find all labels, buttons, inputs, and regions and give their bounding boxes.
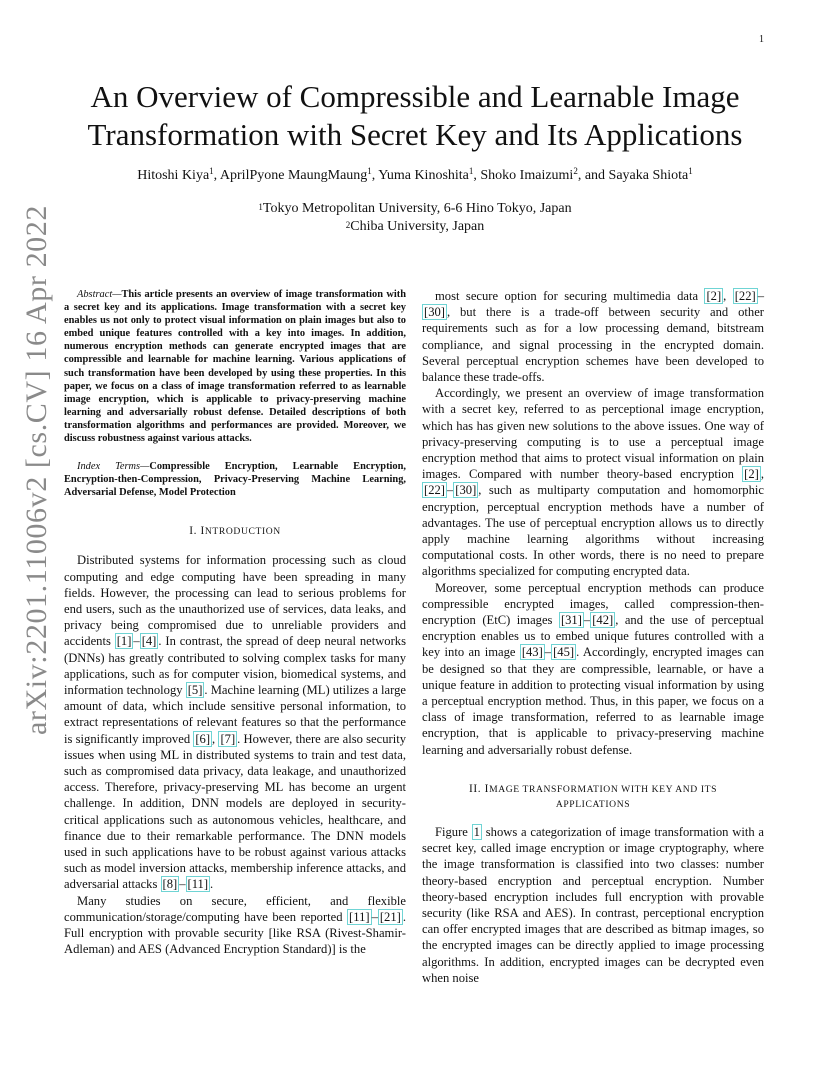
- section-heading-introduction: [64, 524, 406, 539]
- author-list: Hitoshi Kiya$^1$, AprilPyone MaungMaung$^1$, Yuma Kinoshita$^1$, Shoko Imaizumi$^2$, and Sayaka Shiota$^1$: [137, 166, 693, 183]
- section-heading-line: [422, 782, 764, 797]
- affiliation-mark: 1: [258, 202, 263, 212]
- paragraph: Accordingly, we present an overview of image transformation with a secret key, referred to as perceptional image encryption, which has has given new solutions to the above issues. One way of privacy-preserving computing is to use a perceptual image encryption method that aims to protect visual information on plain images. Compared with number theory-based encryption [2] , [22] – [30] , such as multiparty computation and homomorphic encryption, perceptual encryption methods have a number of advantages. The use of perceptual encryption allows us to directly apply machine learning algorithms without increasing computational costs. In other words, there is no need to prepare algorithms specialized for computing encrypted data.: [422, 386, 764, 579]
- title-line: Transformation with Secret Key and Its Applications: [87, 117, 743, 152]
- citation-link[interactable]: [45]: [553, 645, 575, 660]
- citation-link[interactable]: [6]: [195, 731, 211, 746]
- affiliation-mark: 1: [367, 166, 372, 176]
- paragraph: most secure option for securing multimedia data [2] , [22] –[30] , but there is a trade-off between security and other requirements such as for a low processing demand, bitstream compliance, and signal processing in the encrypted domain. Several perceptual encryption schemes have been developed to balance these trade-offs.: [422, 289, 765, 385]
- section-initial: I: [200, 525, 205, 538]
- affiliation-line: [60, 200, 770, 218]
- abstract-label: Abstract: [77, 289, 113, 300]
- citation-link[interactable]: [1]: [116, 634, 132, 649]
- citation-link[interactable]: [42]: [592, 613, 614, 628]
- right-column: [422, 288, 764, 986]
- section2-body: [422, 824, 764, 986]
- section-title-rest: NTRODUCTION: [204, 526, 281, 538]
- citation-link[interactable]: [21]: [379, 909, 401, 924]
- citation-link[interactable]: [11]: [349, 909, 370, 924]
- left-column: [64, 288, 406, 957]
- citation-link[interactable]: [4]: [141, 634, 157, 649]
- paragraph: Moreover, some perceptual encryption methods can produce compressible encrypted images, called compression-then-encryption (EtC) images [31] – [42] , and the use of perceptual encryption enables us to embed unique futures controlled with a key into an image [43] – [45] . Accordingly, encrypted images can be designed so that they are compressible, learnable, or have a unique feature in addition to protecting visual information by using a perceptual encryption method. Thus, in this paper, we focus on a class of image transformation, referred to as learnable image encryption, that is applicable to privacy-preserving machine learning and adversarially robust defense.: [422, 580, 765, 757]
- citation-link[interactable]: [30]: [424, 305, 445, 320]
- affiliation-mark: 1: [209, 166, 214, 176]
- author-name: AprilPyone MaungMaung: [219, 168, 368, 183]
- citation-link[interactable]: [2]: [706, 289, 722, 303]
- section-heading-line: APPLICATIONS: [555, 798, 631, 810]
- paragraph: Figure 1 shows a categorization of image transformation with a secret key, called image encryption or image cryptography, where the image transformation is classified into two classes: number theory-based encryption and perceptual encryption. Number theory-based encryption includes full encryption with provable security (like RSA and AES). In contrast, perceptional encryption can offer encrypted images that are described as bitmap images, so the encrypted images can be directly applied to image processing algorithms. In addition, encrypted images can be decrypted even when noise: [422, 824, 765, 985]
- affiliation-mark: 2: [345, 220, 351, 230]
- index-terms: Index Terms—Compressible Encryption, Learnable Encryption, Encryption-then-Compression, Privacy-Preserving Machine Learning, Adversarial Defense, Model Protection: [64, 461, 406, 499]
- page-number: 1: [759, 34, 764, 45]
- affiliation-text: Tokyo Metropolitan University, 6-6 Hino Tokyo, Japan: [262, 201, 572, 216]
- citation-link[interactable]: [22]: [424, 483, 445, 498]
- affiliation-text: Chiba University, Japan: [350, 219, 485, 234]
- citation-link[interactable]: [2]: [744, 467, 759, 482]
- section-initial: I: [484, 782, 490, 795]
- paragraph: Distributed systems for information processing such as cloud computing and edge computing have been spreading in many fields. However, the processing can lead to serious problems for end users, such as the unauthorized use of services, data leaks, and privacy being compromised due to unreliable providers and accidents [1] – [4] . In contrast, the spread of deep neural networks (DNNs) has greatly contributed to solving complex tasks for many applications, such as for computer vision, biomedical systems, and information technology [5] . Machine learning (ML) utilizes a large amount of data, which include sensitive personal information, to extract representations of relevant features so that the performance is significantly improved [6] , [7] . However, there are also security issues when using ML in distributed systems to train and test data, such as compromised data privacy, data leakage, and unauthorized access. Therefore, privacy-preserving ML has become an urgent challenge. In addition, DNN models are deployed in security-critical applications such as autonomous vehicles, healthcare, and finance due to their remarkable performance. The DNN models used in such applications have to be robust against various attacks such as model inversion attacks, membership inference attacks, and adversarial attacks [8] – [11] .: [64, 553, 407, 892]
- arxiv-identifier: arXiv:2201.11006v2 [cs.CV] 16 Apr 2022: [20, 205, 53, 735]
- affiliation-mark: 2: [573, 166, 578, 176]
- section-numeral: II.: [468, 782, 485, 795]
- affiliations: [60, 200, 770, 236]
- citation-link[interactable]: [22]: [734, 289, 756, 303]
- citation-link[interactable]: 1: [473, 824, 480, 839]
- citation-link[interactable]: [7]: [220, 731, 236, 746]
- author-name: Yuma Kinoshita: [378, 168, 469, 183]
- intro-body-continued: [422, 288, 764, 758]
- title-line: An Overview of Compressible and Learnable Image: [90, 79, 740, 114]
- index-terms-label: Index Terms: [77, 461, 141, 473]
- author-name: Shoko Imaizumi: [480, 168, 574, 183]
- abstract: Abstract—This article presents an overview of image transformation with a secret key and its applications. Image transformation with a secret key enables us not only to protect visual information on plain images but also to embed unique features controlled with a key into images. In addition, numerous encryption methods can generate encrypted images that are compressible and learnable for machine learning. Various applications of such transformation have been developed by using these properties. In this paper, we focus on a class of image transformation referred to as learnable image encryption, which is applicable to privacy-preserving machine learning and adversarially robust defense. Detailed descriptions of both transformation algorithms and performances are provided. Moreover, we discuss robustness against various attacks.: [64, 289, 406, 445]
- section-numeral: I.: [189, 525, 201, 538]
- author-name: Sayaka Shiota: [608, 168, 689, 183]
- affiliation-line: [60, 218, 770, 236]
- paragraph: Many studies on secure, efficient, and flexible communication/storage/computing have been reported [11] – [21] . Full encryption with provable security [like RSA (Rivest-Shamir-Adleman) and AES (Advanced Encryption Standard)] is the: [64, 893, 406, 957]
- intro-body: [64, 552, 406, 957]
- citation-link[interactable]: [8]: [162, 877, 178, 892]
- citation-link[interactable]: [5]: [187, 683, 203, 698]
- index-terms-text: Compressible Encryption, Learnable Encryption, Encryption-then-Compression, Privacy-Preserving Machine Learning, Adversarial Defense, Model Protection: [64, 461, 406, 499]
- citation-link[interactable]: [11]: [187, 877, 209, 892]
- author-name: Hitoshi Kiya: [137, 168, 210, 183]
- paper-title: [60, 78, 770, 154]
- section-title-rest: MAGE TRANSFORMATION WITH KEY AND ITS: [489, 783, 718, 795]
- citation-link[interactable]: [30]: [455, 483, 477, 498]
- affiliation-mark: 1: [468, 166, 474, 176]
- abstract-text: This article presents an overview of image transformation with a secret key and its applications. Image transformation with a secret key enables us not only to protect visual information on plain images but also to embed unique features controlled with a key into images. In addition, numerous encryption methods can generate encrypted images that are compressible and learnable for machine learning. Various applications of such transformation have been developed by using these properties. In this paper, we focus on a class of image transformation referred to as learnable image encryption, which is applicable to privacy-preserving machine learning and adversarially robust defense. Detailed descriptions of both transformation algorithms and performances are provided. Moreover, we discuss robustness against various attacks.: [64, 289, 406, 445]
- citation-link[interactable]: [43]: [521, 645, 543, 660]
- affiliation-mark: 1: [688, 166, 693, 176]
- citation-link[interactable]: [31]: [560, 613, 582, 628]
- section-heading-image-transformation: [422, 782, 764, 812]
